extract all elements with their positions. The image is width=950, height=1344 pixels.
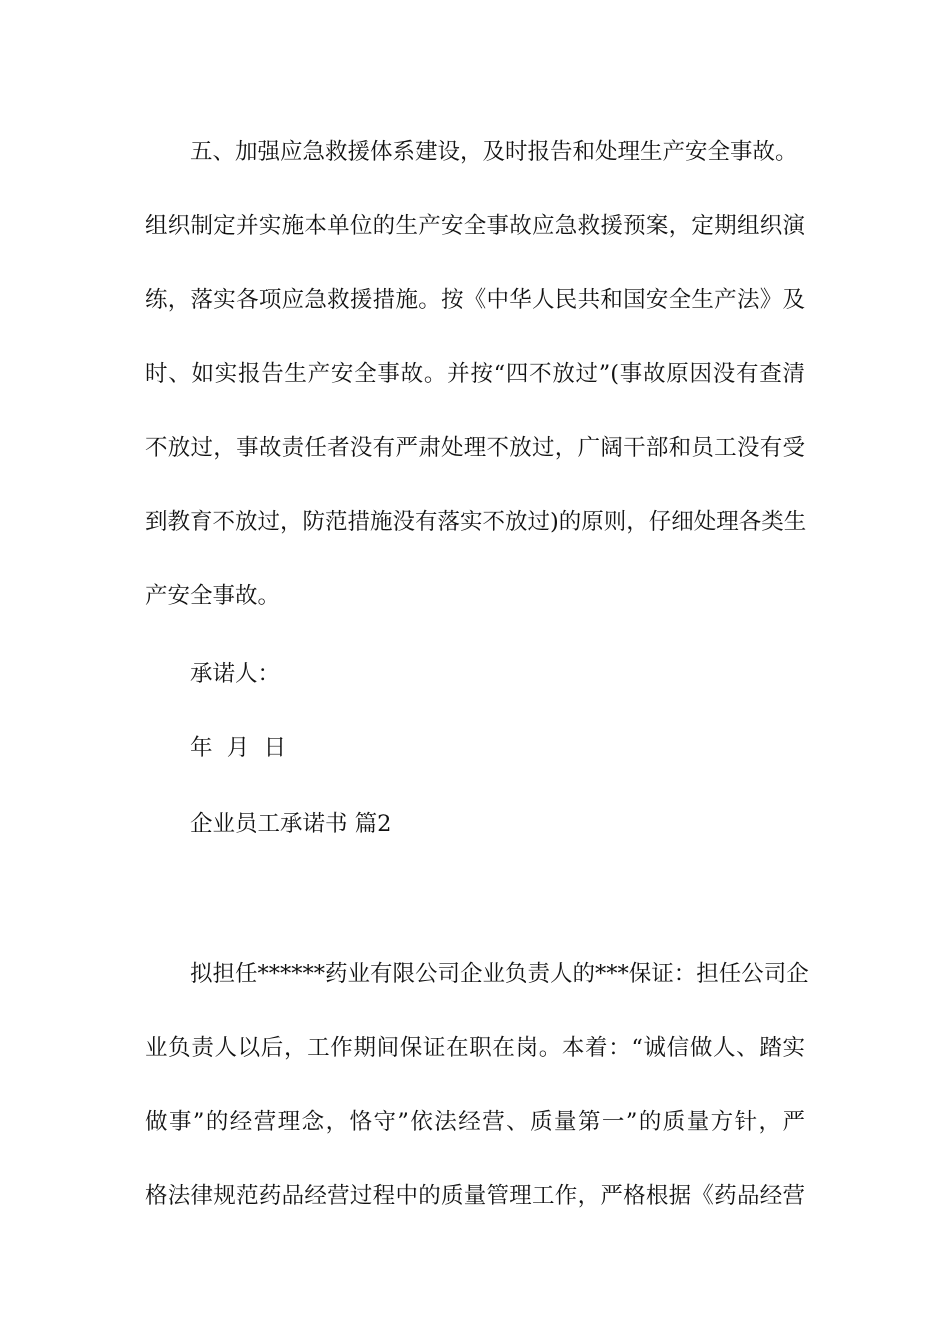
paragraph-line: 练，落实各项应急救援措施。按《中华人民共和国安全生产法》及 bbox=[145, 287, 805, 313]
promisor-label: 承诺人： bbox=[190, 661, 281, 687]
section-heading: 企业员工承诺书 篇2 bbox=[190, 811, 392, 837]
paragraph-line: 时、如实报告生产安全事故。并按“四不放过”(事故原因没有查清 bbox=[145, 361, 805, 387]
paragraph-line: 不放过，事故责任者没有严肃处理不放过，广阔干部和员工没有受 bbox=[145, 435, 805, 461]
paragraph-line: 做事”的经营理念，恪守”依法经营、质量第一”的质量方针，严 bbox=[145, 1109, 805, 1135]
paragraph-line: 格法律规范药品经营过程中的质量管理工作，严格根据《药品经营 bbox=[145, 1183, 805, 1209]
paragraph-line: 组织制定并实施本单位的生产安全事故应急救援预案，定期组织演 bbox=[145, 213, 805, 239]
paragraph-line: 五、加强应急救援体系建设，及时报告和处理生产安全事故。 bbox=[190, 139, 798, 165]
paragraph-line: 到教育不放过，防范措施没有落实不放过)的原则，仔细处理各类生 bbox=[145, 509, 807, 535]
signature-date: 年 月 日 bbox=[190, 735, 287, 761]
paragraph-line: 业负责人以后，工作期间保证在职在岗。本着：“诚信做人、踏实 bbox=[145, 1035, 805, 1061]
paragraph-line: 产安全事故。 bbox=[145, 583, 281, 609]
paragraph-line: 拟担任******药业有限公司企业负责人的***保证：担任公司企 bbox=[190, 961, 809, 987]
